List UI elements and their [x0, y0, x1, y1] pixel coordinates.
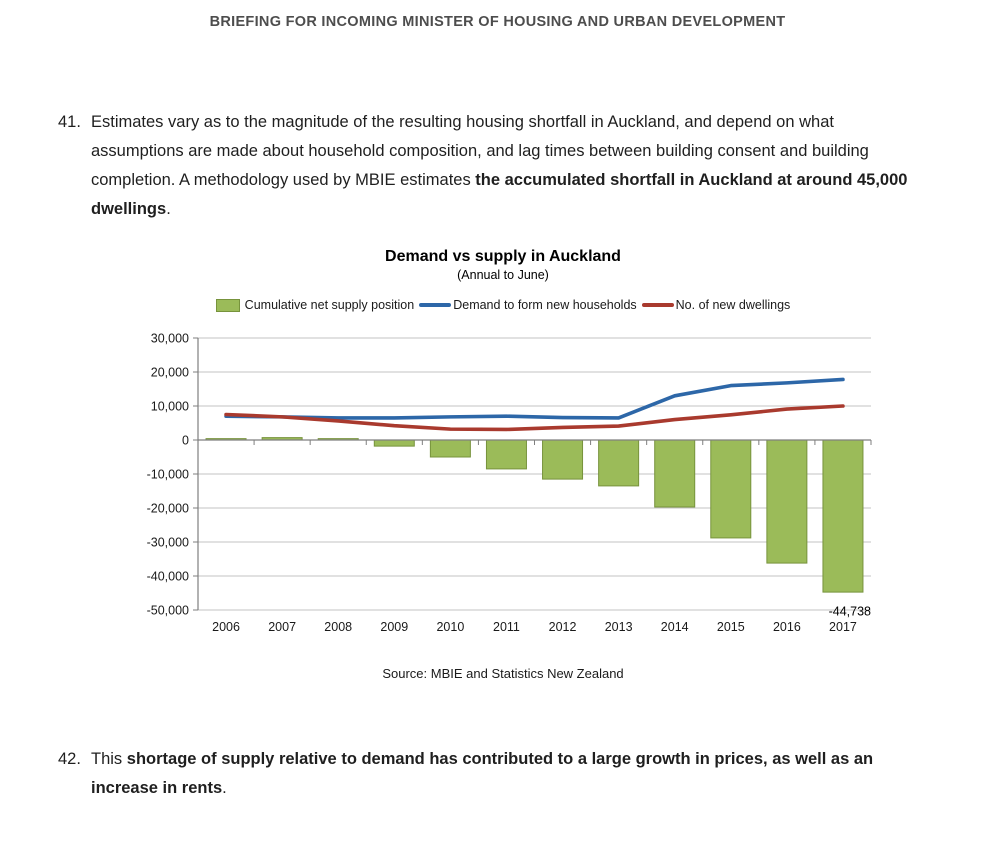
paragraph-41-number: 41.: [58, 113, 81, 131]
legend-label-dwellings: No. of new dwellings: [675, 298, 791, 312]
x-axis-label: 2015: [716, 620, 745, 634]
paragraph-42-number: 42.: [58, 750, 81, 768]
paragraph-41-text-period: .: [166, 200, 171, 218]
x-axis-label: 2011: [493, 620, 520, 634]
paragraph-42-text-period: .: [222, 779, 227, 797]
y-axis-label: -40,000: [146, 569, 189, 584]
y-axis-label: -10,000: [146, 467, 189, 482]
y-axis-label: -20,000: [146, 501, 189, 516]
bar-2012: [543, 440, 583, 479]
bar-2011: [486, 440, 526, 469]
x-axis-label: 2007: [268, 620, 297, 634]
paragraph-41-text: [91, 108, 923, 224]
legend-demand-line-icon: [419, 303, 451, 307]
bar-2014: [655, 440, 695, 507]
paragraph-42-text: [91, 745, 923, 803]
y-axis-label: 10,000: [150, 399, 189, 414]
y-axis-label: 0: [182, 433, 189, 448]
x-axis-label: 2016: [772, 620, 801, 634]
paragraph-41: [58, 108, 923, 224]
x-axis-label: 2008: [324, 620, 353, 634]
chart-legend: [113, 298, 893, 312]
chart-block: [113, 248, 893, 681]
paragraph-41-text-bold: the accumulated shortfall in Auckland at around 45,000 dwellings: [91, 171, 908, 218]
paragraph-42-text-normal: This: [91, 750, 127, 768]
legend-dwellings-line-icon: [642, 303, 674, 307]
x-axis-label: 2014: [660, 620, 689, 634]
bar-2015: [711, 440, 751, 538]
bar-2016: [767, 440, 807, 563]
bar-2013: [599, 440, 639, 486]
bar-annotation-2017: -44,738: [828, 604, 871, 619]
legend-label-net-supply: Cumulative net supply position: [244, 298, 415, 312]
legend-bar-swatch-icon: [216, 299, 240, 312]
x-axis-label: 2009: [380, 620, 409, 634]
x-axis-label: 2012: [548, 620, 577, 634]
bar-2009: [374, 440, 414, 446]
paragraph-42-text-bold: shortage of supply relative to demand has contributed to a large growth in prices, as well as an increase in rents: [91, 750, 874, 797]
bar-2017: [823, 440, 863, 592]
x-axis-label: 2013: [604, 620, 633, 634]
y-axis-label: -30,000: [146, 535, 189, 550]
chart-source: Source: MBIE and Statistics New Zealand: [382, 666, 624, 681]
chart-subtitle: (Annual to June): [457, 268, 549, 282]
y-axis-label: -50,000: [146, 603, 189, 618]
x-axis-label: 2006: [212, 620, 240, 634]
bar-2010: [430, 440, 470, 457]
document-header-title: BRIEFING FOR INCOMING MINISTER OF HOUSING AND URBAN DEVELOPMENT: [209, 14, 786, 30]
chart-title: Demand vs supply in Auckland: [385, 248, 621, 265]
y-axis-label: 20,000: [150, 365, 189, 380]
paragraph-41-text-normal: Estimates vary as to the magnitude of the resulting housing shortfall in Auckland, and depend on what assumptions are made about household composition, and lag times between building consent and building completion. A methodology used by MBIE estimates: [91, 113, 869, 189]
demand-supply-chart: [113, 328, 893, 646]
paragraph-42: [58, 745, 923, 803]
x-axis-label: 2017: [829, 620, 857, 634]
y-axis-label: 30,000: [150, 331, 189, 346]
x-axis-label: 2010: [436, 620, 465, 634]
legend-label-demand: Demand to form new households: [453, 298, 637, 312]
